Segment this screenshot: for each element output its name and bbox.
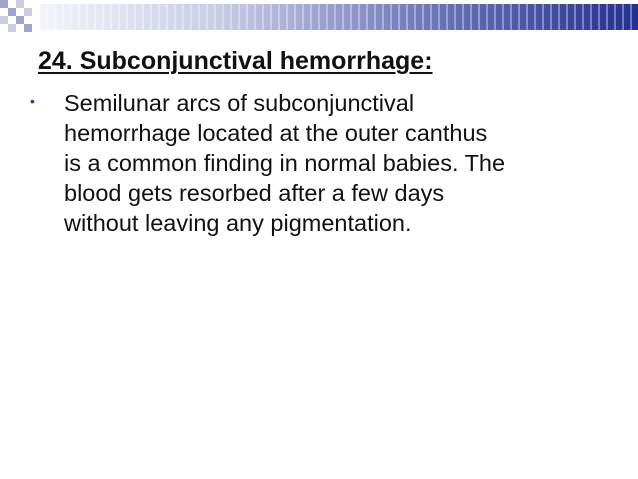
header-bar-stripes [40,4,638,30]
checker-square [16,0,24,8]
bullet-item [28,88,618,238]
bullet-line: hemorrhage located at the outer canthus [64,120,488,146]
checker-square [16,16,24,24]
checker-square [8,24,16,32]
bullet-line: blood gets resorbed after a few days [64,180,445,206]
checker-square [0,16,8,24]
checker-square [24,8,32,16]
bullet-list [28,88,618,238]
bullet-line: Semilunar arcs of subconjunctival [64,90,415,116]
bullet-marker: • [30,93,35,109]
corner-checker-decoration [0,0,40,40]
checker-square [24,24,32,32]
checker-square [0,0,8,8]
header-gradient-bar [40,4,638,30]
bullet-line: without leaving any pigmentation. [64,210,412,236]
slide-title: 24. Subconjunctival hemorrhage: [38,47,433,75]
bullet-line: is a common finding in normal babies. The [64,150,506,176]
checker-square [8,8,16,16]
